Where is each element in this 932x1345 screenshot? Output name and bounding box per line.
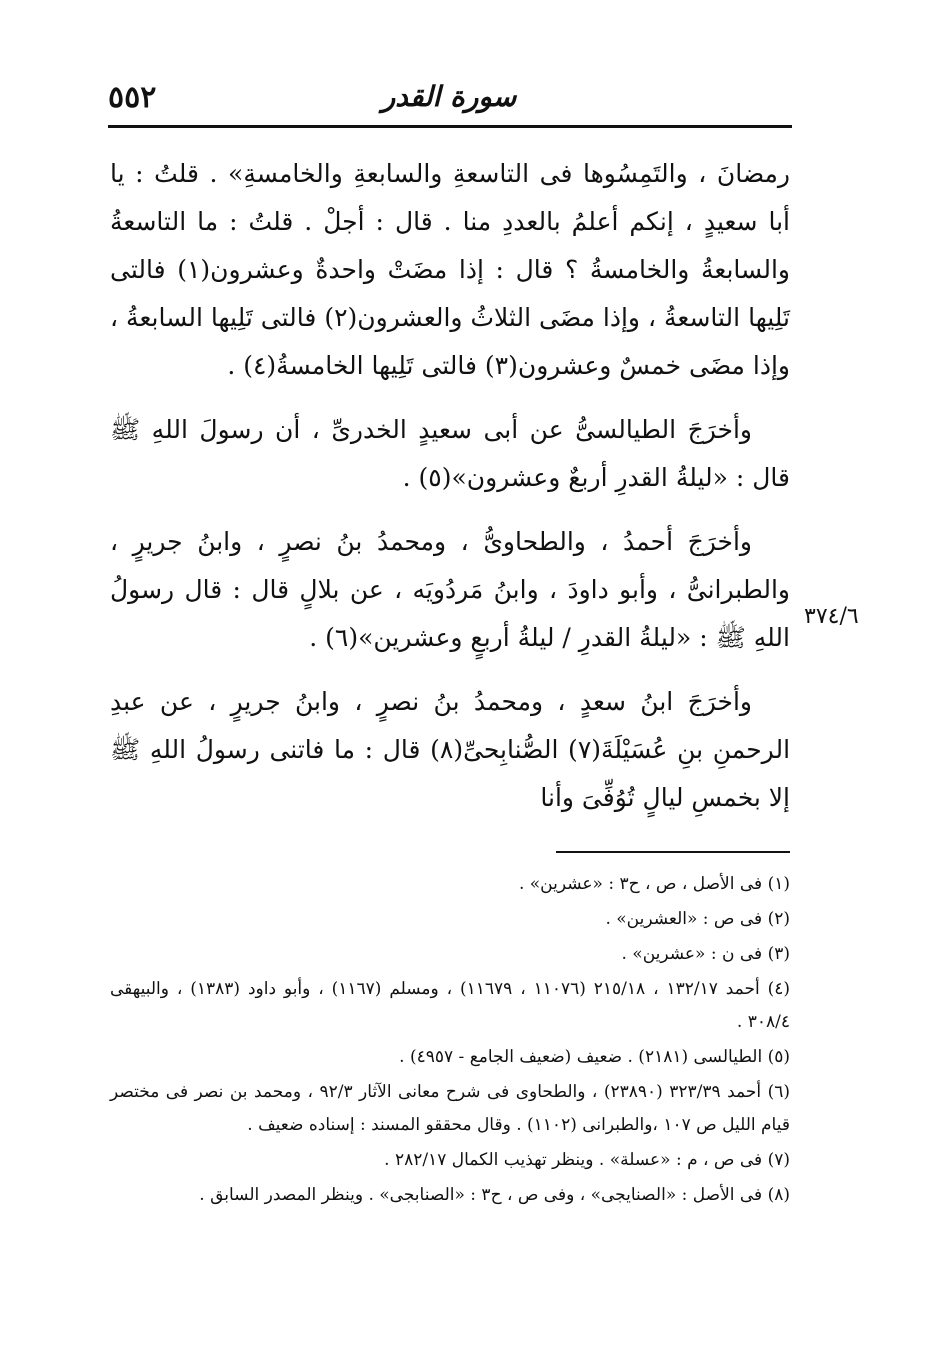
margin-reference: ٣٧٤/٦ — [804, 604, 859, 629]
footnote-7: (٧) فى ص ، م : «عسلة» . وينظر تهذيب الكمال ٢٨٢/١٧ . — [384, 1150, 790, 1170]
paragraph-continued: رمضانَ ، والتَمِسُوها فى التاسعةِ والسابعةِ والخامسةِ» . قلتُ : يا أبا سعيدٍ ، إنكم أعلمُ بالعددِ منا . قال : أجلْ . قلتُ : ما التاسعةُ والسابعةُ والخامسةُ ؟ قال : إذا مضَتْ واحدةٌ وعشرون(١) فالتى تَلِيها التاسعةُ ، وإذا مضَى الثلاثُ والعشرون(٢) فالتى تَلِيها السابعةُ ، وإذا مضَى خمسٌ وعشرون(٣) فالتى تَلِيها الخامسةُ(٤) . — [110, 159, 790, 380]
footnotes — [110, 868, 790, 1214]
footnote-5: (٥) الطيالسى (٢١٨١) . ضعيف (ضعيف الجامع - ٤٩٥٧) . — [399, 1047, 790, 1067]
footnote-6: (٦) أحمد ٣٢٣/٣٩ (٢٣٨٩٠) ، والطحاوى فى شرح معانى الآثار ٩٢/٣ ، ومحمد بن نصر فى مختصر قيام الليل ص ١٠٧ ،والطبرانى (١١٠٢) . وقال محققو المسند : إسناده ضعيف . — [110, 1082, 790, 1135]
footnote-3: (٣) فى ن : «عشرين» . — [621, 944, 790, 964]
page-number: ٥٥٢ — [108, 80, 157, 115]
header-rule — [108, 125, 792, 128]
running-title: سورة القدر — [381, 80, 517, 113]
footnote-2: (٢) فى ص : «العشرين» . — [605, 909, 790, 929]
paragraph-ahmad-bilal: وأخرَجَ أحمدُ ، والطحاوىُّ ، ومحمدُ بنُ نصرٍ ، وابنُ جريرٍ ، والطبرانىُّ ، وأبو داودَ ، وابنُ مَردُويَه ، عن بلالٍ قال : قال رسولُ اللهِ ﷺ : «ليلةُ القدرِ / ليلةُ أربعٍ وعشرين»(٦) . — [110, 527, 790, 652]
footnote-1: (١) فى الأصل ، ص ، ح٣ : «عشرين» . — [518, 874, 790, 894]
main-text — [110, 150, 790, 838]
running-header — [108, 80, 790, 120]
footnote-8: (٨) فى الأصل : «الصنايجى» ، وفى ص ، ح٣ : «الصنابجى» . وينظر المصدر السابق . — [199, 1185, 790, 1205]
footnote-4: (٤) أحمد ١٣٢/١٧ ، ٢١٥/١٨ (١١٠٧٦ ، ١١٦٧٩) ، ومسلم (١١٦٧) ، وأبو داود (١٣٨٣) ، والبيهقى ٣٠٨/٤ . — [110, 979, 791, 1032]
footnote-rule — [556, 851, 790, 853]
paragraph-ibn-saad: وأخرَجَ ابنُ سعدٍ ، ومحمدُ بنُ نصرٍ ، وابنُ جريرٍ ، عن عبدِ الرحمنِ بنِ عُسَيْلَةَ(٧) الصُّنابِحىِّ(٨) قال : ما فاتنى رسولُ اللهِ ﷺ إلا بخمسِ ليالٍ تُوُفِّىَ وأنا — [110, 687, 791, 812]
paragraph-tayalisi: وأخرَجَ الطيالسىُّ عن أبى سعيدٍ الخدرىِّ ، أن رسولَ اللهِ ﷺ قال : «ليلةُ القدرِ أربعٌ وعشرون»(٥) . — [110, 415, 790, 492]
